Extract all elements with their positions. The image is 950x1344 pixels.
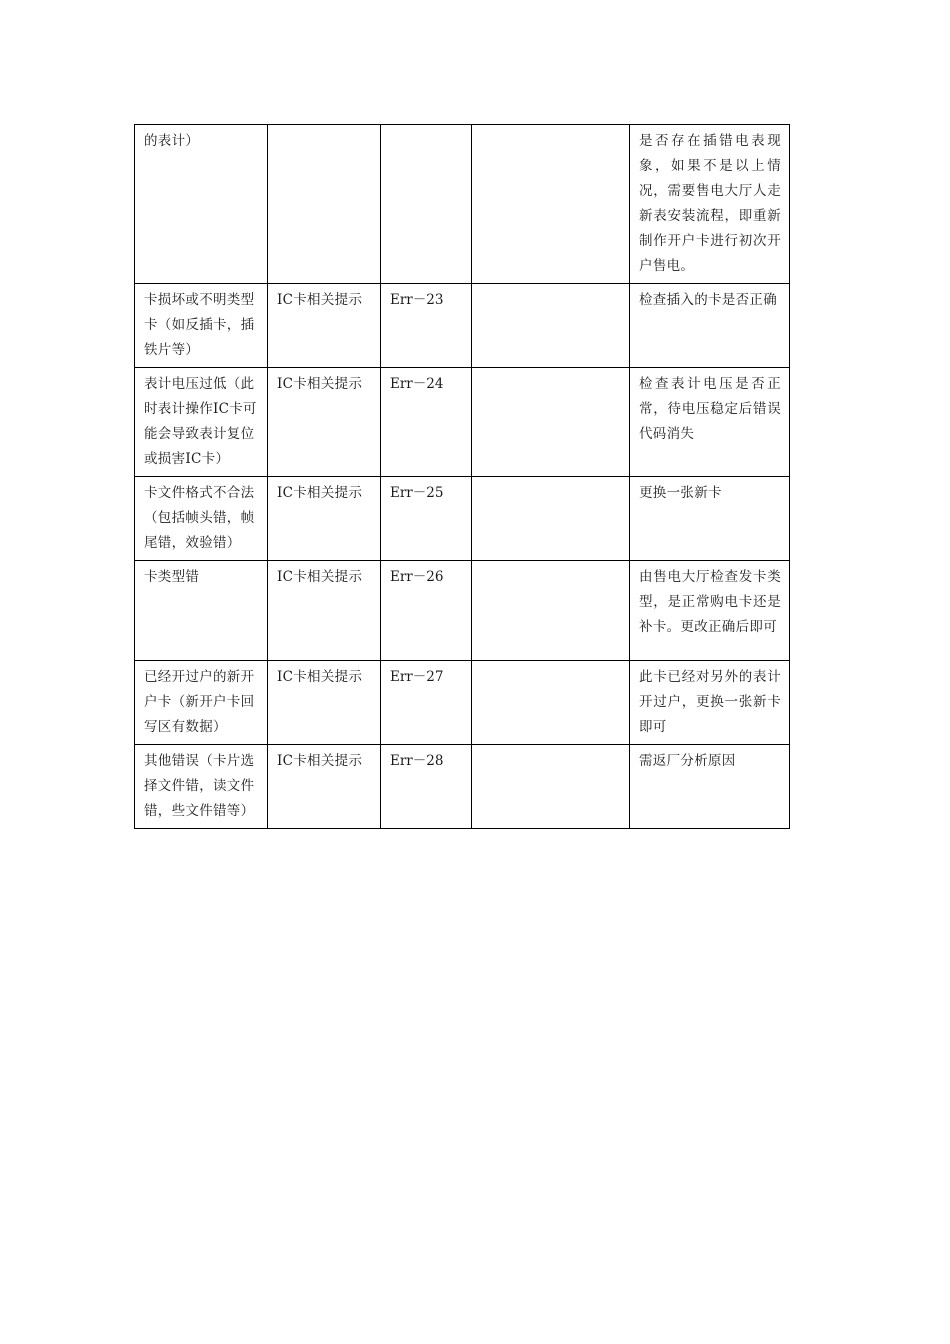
fault-description-cell: 卡类型错 [135, 561, 268, 661]
table-row [135, 125, 790, 284]
table-row [135, 745, 790, 829]
solution-cell: 由售电大厅检查发卡类型，是正常购电卡还是补卡。更改正确后即可 [630, 561, 790, 661]
error-code-cell: Err－27 [381, 661, 472, 745]
table-row [135, 477, 790, 561]
fault-description-cell: 卡文件格式不合法（包括帧头错，帧尾错，效验错） [135, 477, 268, 561]
blank-cell [472, 368, 630, 477]
error-code-cell: Err－26 [381, 561, 472, 661]
error-code-cell [381, 125, 472, 284]
table-row [135, 561, 790, 661]
solution-cell: 此卡已经对另外的表计开过户，更换一张新卡即可 [630, 661, 790, 745]
solution-cell: 检查插入的卡是否正确 [630, 284, 790, 368]
solution-cell: 检查表计电压是否正常，待电压稳定后错误代码消失 [630, 368, 790, 477]
blank-cell [472, 477, 630, 561]
error-code-cell: Err－25 [381, 477, 472, 561]
category-cell: IC卡相关提示 [268, 561, 381, 661]
solution-cell: 更换一张新卡 [630, 477, 790, 561]
table-row [135, 284, 790, 368]
fault-description-cell: 卡损坏或不明类型卡（如反插卡，插铁片等） [135, 284, 268, 368]
table-row [135, 368, 790, 477]
fault-description-cell: 的表计） [135, 125, 268, 284]
category-cell: IC卡相关提示 [268, 661, 381, 745]
blank-cell [472, 661, 630, 745]
category-cell: IC卡相关提示 [268, 368, 381, 477]
blank-cell [472, 561, 630, 661]
fault-description-cell: 其他错误（卡片选择文件错，读文件错，些文件错等） [135, 745, 268, 829]
blank-cell [472, 284, 630, 368]
table-row [135, 661, 790, 745]
fault-description-cell: 已经开过户的新开户卡（新开户卡回写区有数据） [135, 661, 268, 745]
solution-cell: 需返厂分析原因 [630, 745, 790, 829]
error-code-cell: Err－24 [381, 368, 472, 477]
error-code-cell: Err－23 [381, 284, 472, 368]
blank-cell [472, 745, 630, 829]
fault-description-cell: 表计电压过低（此时表计操作IC卡可能会导致表计复位或损害IC卡） [135, 368, 268, 477]
blank-cell [472, 125, 630, 284]
category-cell: IC卡相关提示 [268, 284, 381, 368]
error-code-cell: Err－28 [381, 745, 472, 829]
error-code-table [134, 124, 790, 829]
category-cell: IC卡相关提示 [268, 745, 381, 829]
category-cell [268, 125, 381, 284]
category-cell: IC卡相关提示 [268, 477, 381, 561]
solution-cell: 是否存在插错电表现象，如果不是以上情况，需要售电大厅人走新表安装流程，即重新制作开户卡进行初次开户售电。 [630, 125, 790, 284]
